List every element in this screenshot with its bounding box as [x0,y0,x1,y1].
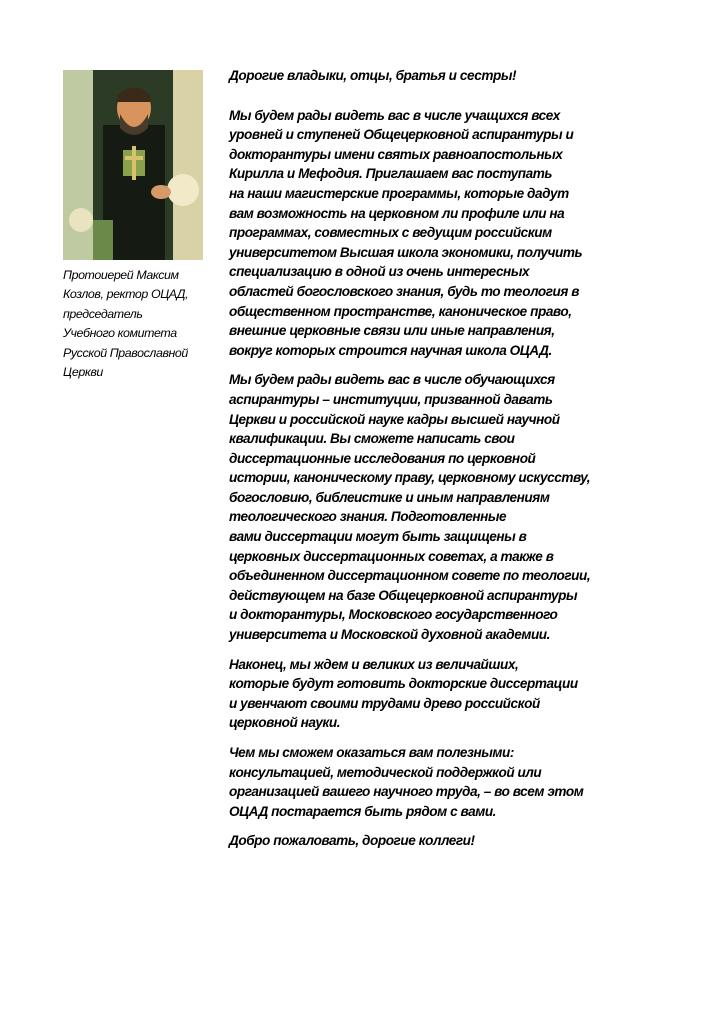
portrait-photo [63,70,203,260]
paragraph-line: квалификации. Вы сможете написать свои [229,431,515,447]
paragraph-line: областей богословского знания, будь то теология в [229,283,580,299]
paragraph-line: Кирилла и Мефодия. Приглашаем вас поступать [229,166,553,182]
paragraph-line: Мы будем рады видеть вас в числе учащихся всех [229,107,560,123]
paragraph-line: действующем на базе Общецерковной аспирантуры [229,587,578,603]
photo-caption [63,266,221,382]
caption-line: Русской Православной [63,345,188,360]
paragraph-line: вам возможность на церковном ли профиле или на [229,205,565,221]
paragraph-line: Наконец, мы ждем и великих из величайших, [229,656,519,672]
paragraph-line: университетом Высшая школа экономики, получить [229,244,583,260]
caption-line: Учебного комитета [63,326,177,341]
greeting [229,66,689,86]
portrait-photo-icon [63,70,203,260]
paragraph-line: вами диссертации могут быть защищены в [229,529,527,545]
letter-body [229,66,689,851]
paragraph-support [229,743,689,821]
paragraph-line: диссертационные исследования по церковной [229,450,536,466]
paragraph-postgraduate [229,370,689,644]
paragraph-line: программах, совместных с ведущим российским [229,225,552,241]
closing [229,831,689,851]
paragraph-doctorate [229,655,689,733]
caption-line: председатель [63,306,143,321]
paragraph-line: и докторантуры, Московского государственного [229,607,558,623]
paragraph-line: внешние церковные связи или иные направления, [229,323,555,339]
paragraph-line: вокруг которых строится научная школа ОЦАД. [229,342,552,358]
paragraph-line: докторантуры имени святых равноапостольных [229,146,563,162]
paragraph-line: и увенчают своими трудами древо российской [229,695,540,711]
closing-line: Добро пожаловать, дорогие коллеги! [229,833,475,849]
paragraph-line: церковной науки. [229,715,341,731]
paragraph-line: университета и Московской духовной академии. [229,627,550,643]
caption-line: Протоиерей Максим [63,268,179,282]
paragraph-line: богословию, библеистике и иным направлениям [229,489,550,505]
paragraph-line: аспирантуры – институции, призванной давать [229,391,553,407]
paragraph-line: которые будут готовить докторские диссертации [229,676,578,692]
paragraph-line: Мы будем рады видеть вас в числе обучающихся [229,372,555,388]
paragraph-line: уровней и ступеней Общецерковной аспирантуры и [229,127,574,143]
paragraph-line: специализацию в одной из очень интересных [229,264,530,280]
paragraph-line: истории, каноническому праву, церковному искусству, [229,470,591,486]
paragraph-line: общественном пространстве, каноническое право, [229,303,572,319]
caption-line: Козлов, ректор ОЦАД, [63,287,189,302]
paragraph-line: теологического знания. Подготовленные [229,509,507,525]
paragraph-line: церковных диссертационных советах, а также в [229,548,554,564]
caption-line: Церкви [63,365,103,380]
paragraph-line: Чем мы сможем оказаться вам полезными: [229,745,514,760]
paragraph-line: консультацией, методической поддержкой или [229,764,542,780]
paragraph-line: ОЦАД постарается быть рядом с вами. [229,803,497,819]
paragraph-line: Церкви и российской науке кадры высшей научной [229,411,560,427]
paragraph-line: объединенном диссертационном совете по теологии, [229,568,591,584]
paragraph-line: на наши магистерские программы, которые дадут [229,185,569,201]
paragraph-line: организацией вашего научного труда, – во всем этом [229,784,584,800]
greeting-line: Дорогие владыки, отцы, братья и сестры! [229,68,517,83]
paragraph-masters [229,106,689,361]
